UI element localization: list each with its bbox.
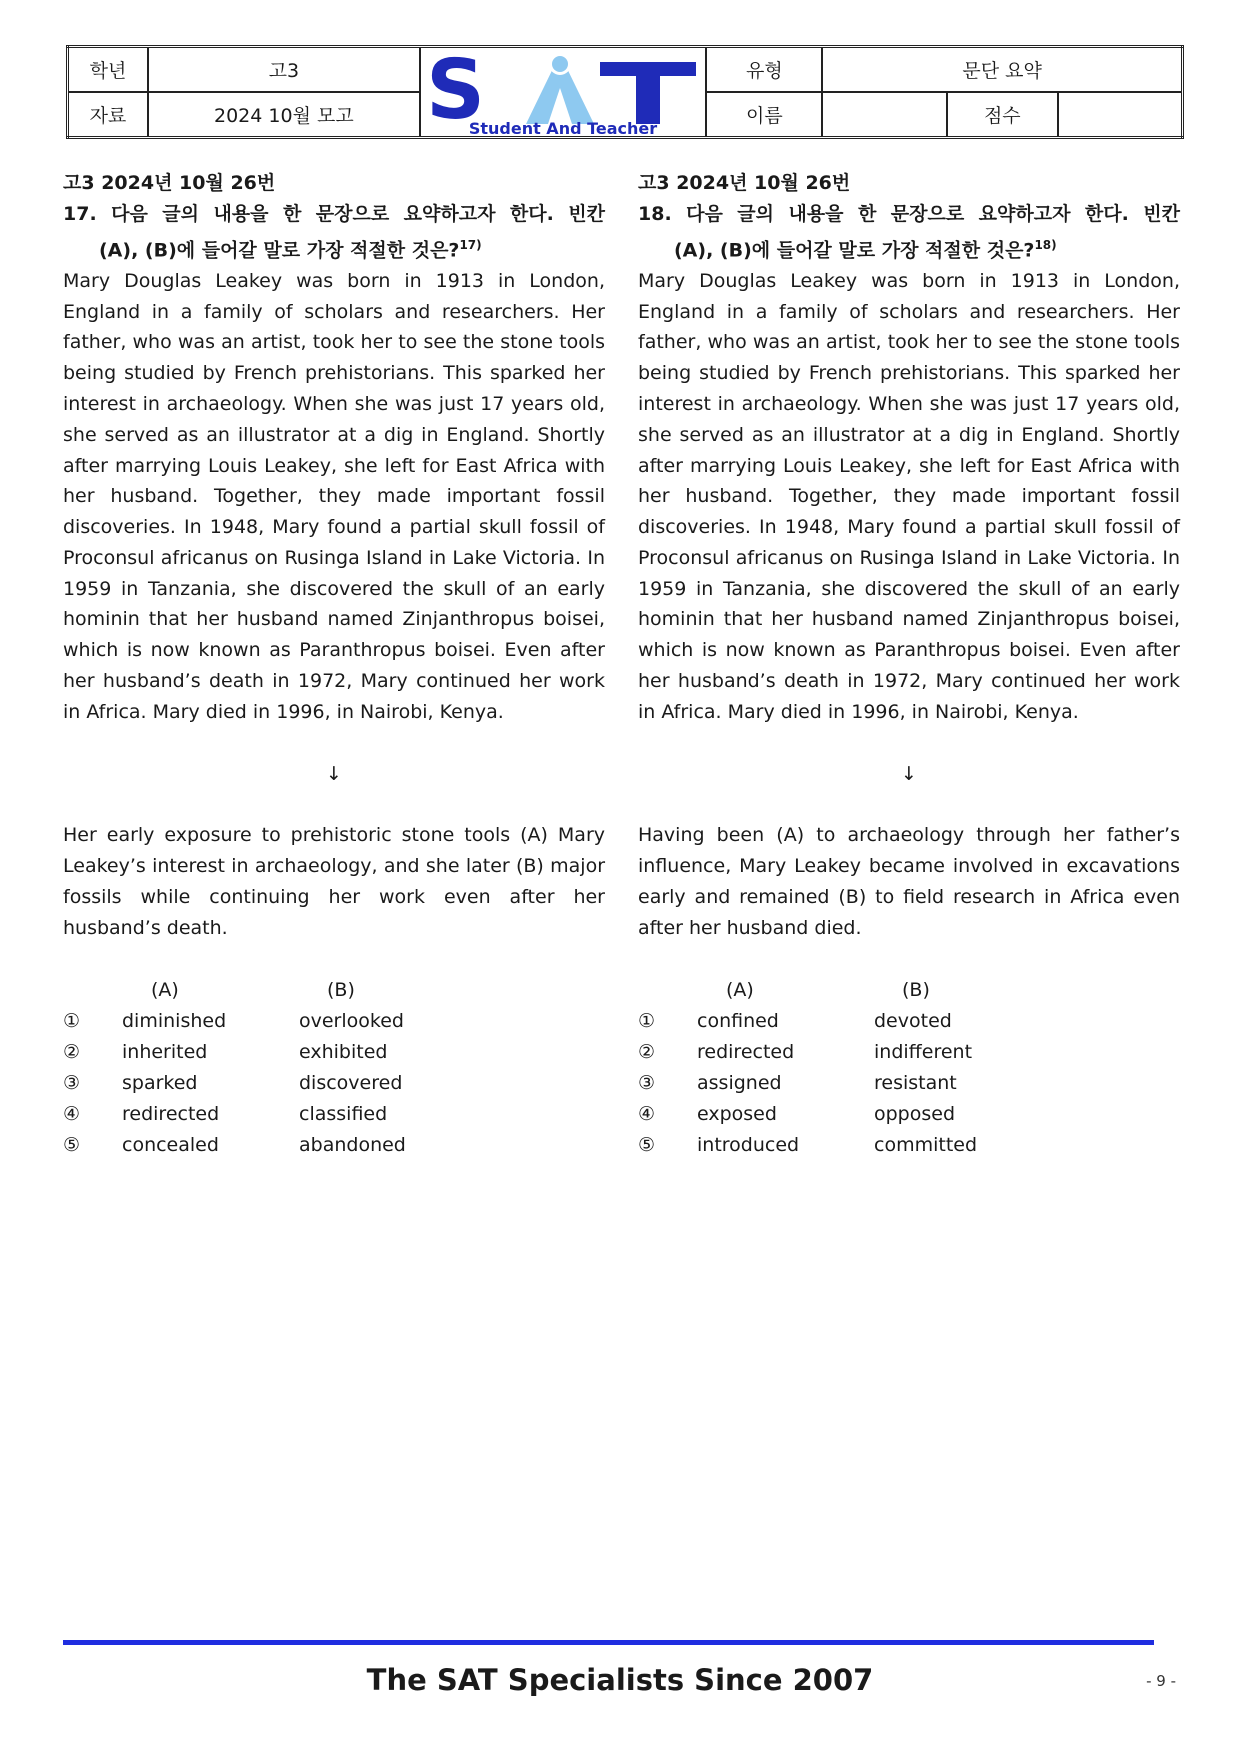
choice-a-word: introduced [697,1133,800,1156]
logo-letter-s: S [425,48,485,136]
choice-b-word: opposed [874,1102,956,1125]
choice-b-word: indifferent [874,1040,973,1063]
logo-cell [420,47,707,138]
column-a-header: (A) [726,978,754,1001]
logo-subtitle: Student And Teacher [468,119,657,136]
question-title-text: (A), (B)에 들어갈 말로 가장 적절한 것은? [674,238,1035,261]
column-b-header: (B) [327,978,355,1001]
choice-5[interactable] [63,1130,605,1161]
footer-slogan: The SAT Specialists Since 2007 [366,1663,874,1697]
type-value: 문단 요약 [822,47,1182,93]
choice-b-word: abandoned [299,1133,406,1156]
choice-a-word: assigned [697,1071,782,1094]
choice-a-word: inherited [122,1040,208,1063]
sat-logo-graphic [422,48,705,136]
question-title-line2 [99,230,605,266]
choice-b-word: committed [874,1133,978,1156]
source-label: 자료 [68,92,149,138]
choice-number: ⑤ [638,1133,656,1156]
question-title-text: (A), (B)에 들어갈 말로 가장 적절한 것은? [99,238,460,261]
choice-4[interactable] [638,1099,1180,1130]
choice-number: ④ [63,1102,81,1125]
question-17 [63,168,605,1161]
choice-a-word: diminished [122,1009,227,1032]
footnote-marker: 17) [459,237,482,252]
choice-number: ② [63,1040,81,1063]
choice-b-word: resistant [874,1071,957,1094]
choice-b-word: exhibited [299,1040,388,1063]
question-title-line2 [674,230,1180,266]
type-label: 유형 [706,47,822,93]
name-label: 이름 [706,92,822,138]
choice-4[interactable] [63,1099,605,1130]
choice-number: ① [638,1009,656,1032]
choice-a-word: concealed [122,1133,219,1156]
footer-divider [63,1640,1154,1645]
choice-number: ③ [638,1071,656,1094]
choice-2[interactable] [638,1037,1180,1068]
grade-value: 고3 [148,47,420,93]
choice-3[interactable] [638,1068,1180,1099]
score-field[interactable] [1058,92,1183,138]
choice-1[interactable] [638,1006,1180,1037]
choice-a-word: exposed [697,1102,777,1125]
score-label: 점수 [947,92,1058,138]
footnote-marker: 18) [1034,237,1057,252]
arrow-down-icon: ↓ [901,762,917,785]
column-a-header: (A) [151,978,179,1001]
choice-b-word: devoted [874,1009,952,1032]
choice-b-word: classified [299,1102,388,1125]
passage-text: Mary Douglas Leakey was born in 1913 in London, England in a family of scholars and researchers. Her father, who was an artist, took her to see the stone tools being studied by French prehistorians. This sparked her interest in archaeology. When she was just 17 years old, she served as an illustrator at a dig in England. Shortly after marrying Louis Leakey, she left for East Africa with her husband. Together, they made important fossil discoveries. In 1948, Mary found a partial skull fossil of Proconsul africanus on Rusinga Island in Lake Victoria. In 1959 in Tanzania, she discovered the skull of an early hominin that her husband named Zinjanthropus boisei, which is now known as Paranthropus boisei. Even after her husband’s death in 1972, Mary continued her work in Africa. Mary died in 1996, in Nairobi, Kenya. [63,269,605,723]
choice-3[interactable] [63,1068,605,1099]
choice-number: ② [638,1040,656,1063]
header-table [66,45,1184,139]
summary-sentence: Having been (A) to archaeology through her father’s influence, Mary Leakey became involved in excavations early and remained (B) to field research in Africa even after her husband died. [638,824,1180,939]
choice-number: ④ [638,1102,656,1125]
choice-2[interactable] [63,1037,605,1068]
question-source: 고3 2024년 10월 26번 [638,172,851,194]
choice-number: ③ [63,1071,81,1094]
answer-choices [63,975,605,1161]
choice-1[interactable] [63,1006,605,1037]
passage-text: Mary Douglas Leakey was born in 1913 in London, England in a family of scholars and researchers. Her father, who was an artist, took her to see the stone tools being studied by French prehistorians. This sparked her interest in archaeology. When she was just 17 years old, she served as an illustrator at a dig in England. Shortly after marrying Louis Leakey, she left for East Africa with her husband. Together, they made important fossil discoveries. In 1948, Mary found a partial skull fossil of Proconsul africanus on Rusinga Island in Lake Victoria. In 1959 in Tanzania, she discovered the skull of an early hominin that her husband named Zinjanthropus boisei, which is now known as Paranthropus boisei. Even after her husband’s death in 1972, Mary continued her work in Africa. Mary died in 1996, in Nairobi, Kenya. [638,269,1180,723]
choice-5[interactable] [638,1130,1180,1161]
choice-b-word: discovered [299,1071,403,1094]
sat-logo [421,48,706,136]
choice-a-word: sparked [122,1071,198,1094]
choice-a-word: redirected [697,1040,795,1063]
question-18 [638,168,1180,1161]
arrow-down-icon: ↓ [326,762,342,785]
source-value: 2024 10월 모고 [148,92,420,138]
summary-sentence: Her early exposure to prehistoric stone tools (A) Mary Leakey’s interest in archaeology, and she later (B) major fossils while continuing her work even after her husband’s death. [63,824,605,939]
question-title-line1: 17. 다음 글의 내용을 한 문장으로 요약하고자 한다. 빈칸 [63,202,605,225]
choice-b-word: overlooked [299,1009,404,1032]
answer-choices [638,975,1180,1161]
name-field[interactable] [822,92,947,138]
column-b-header: (B) [902,978,930,1001]
question-title-line1: 18. 다음 글의 내용을 한 문장으로 요약하고자 한다. 빈칸 [638,202,1180,225]
choice-a-word: confined [697,1009,779,1032]
choice-number: ⑤ [63,1133,81,1156]
choice-header-row [638,975,1180,1006]
question-source: 고3 2024년 10월 26번 [63,172,276,194]
choice-number: ① [63,1009,81,1032]
choice-header-row [63,975,605,1006]
grade-label: 학년 [68,47,149,93]
page-number: - 9 - [1146,1672,1176,1690]
choice-a-word: redirected [122,1102,220,1125]
